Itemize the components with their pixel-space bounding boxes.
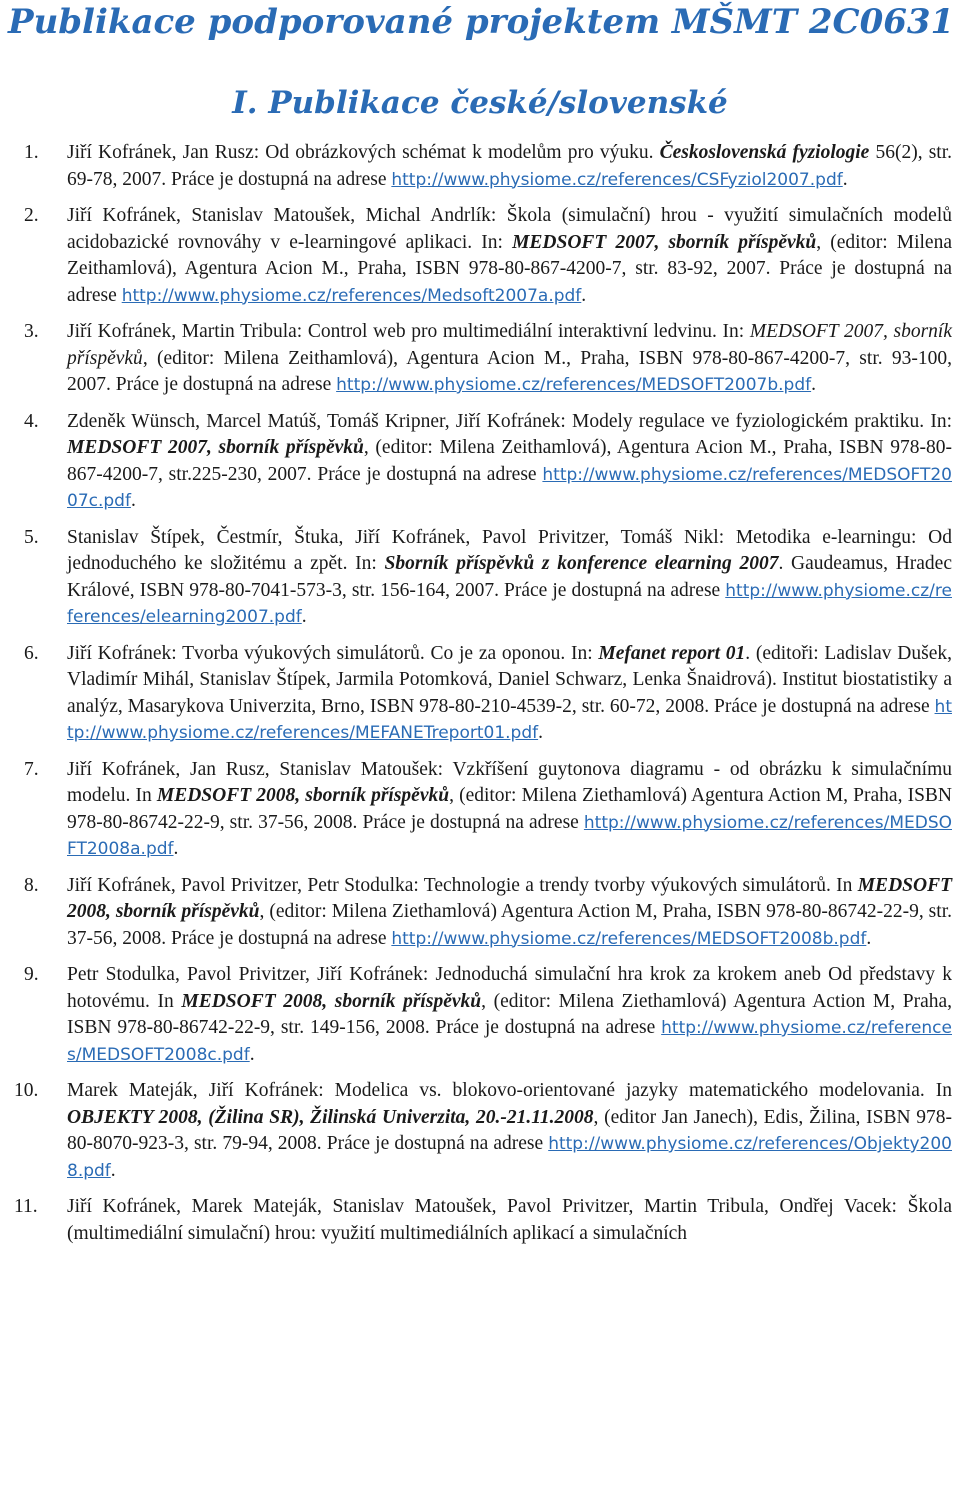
trailing-punctuation: . [866,927,872,949]
citation-text: Jiří Kofránek, Jan Rusz: Od obrázkových schémat k modelům pro výuku. [67,142,660,163]
publication-venue: MEDSOFT 2008, sborník příspěvků [67,874,952,922]
publication-venue: OBJEKTY 2008, (Žilina SR), Žilinská Univerzita, 20.-21.11.2008 [67,1106,594,1128]
citation-details: , (editor: Milena Ziethamlová) Agentura Action M, Praha, ISBN 978-80-86742-22-9, str. 149-156, 2008. Práce je dostupná na adrese [67,990,953,1038]
reference-link[interactable]: http://www.physiome.cz/references/MEDSOFT2007c.pdf [67,464,952,511]
trailing-punctuation: . [842,168,848,190]
publication-item [0,525,960,631]
citation-details: , (editor Jan Janech), Edis, Žilina, ISBN 978-80-8070-923-3, str. 79-94, 2008. Práce je dostupná na adrese [67,1106,952,1154]
publication-venue: MEDSOFT 2007, sborník příspěvků [67,437,364,458]
publication-item [0,1078,960,1184]
publication-venue: MEDSOFT 2008, sborník příspěvků [181,990,482,1012]
citation-text: Marek Mateják, Jiří Kofránek: Modelica vs. blokovo-orientované jazyky matematického modelovania. In [67,1080,952,1101]
publication-venue: Sborník příspěvků z konference elearning 2007 [384,553,779,574]
publication-item [0,757,960,863]
publication-item [0,409,960,515]
item-number: 5. [24,526,39,548]
trailing-punctuation: . [581,284,587,306]
publication-item [0,1194,960,1247]
publication-venue: MEDSOFT 2007, sborník příspěvků [67,321,952,369]
reference-link[interactable]: http://www.physiome.cz/references/MEDSOFT2008c.pdf [67,1018,952,1065]
reference-link[interactable]: http://www.physiome.cz/references/MEFANETreport01.pdf [67,696,952,743]
section-heading: I. Publikace české/slovenské [232,85,728,121]
citation-details: , (editor: Milena Zeithamlová), Agentura Acion M., Praha, ISBN 978-80-867-4200-7, str.225-230, 2007. Práce je dostupná na adrese [67,437,952,485]
item-number: 2. [24,205,39,226]
citation-details: 56(2), str. 69-78, 2007. Práce je dostupná na adrese [67,142,952,190]
trailing-punctuation: . [130,490,136,511]
publication-venue: Mefanet report 01 [598,642,746,664]
reference-link[interactable]: http://www.physiome.cz/references/CSFyziol2007.pdf [391,169,843,190]
reference-link[interactable]: http://www.physiome.cz/references/Medsoft2007a.pdf [121,285,582,306]
item-number: 1. [24,142,39,163]
citation-text: Jiří Kofránek: Tvorba výukových simulátorů. Co je za oponou. In: [67,642,599,664]
citation-details: . Gaudeamus, Hradec Králové, ISBN 978-80-7041-573-3, str. 156-164, 2007. Práce je dostupná na adrese [67,553,952,601]
item-number: 8. [24,874,39,896]
item-number: 9. [24,964,39,985]
citation-text: Jiří Kofránek, Martin Tribula: Control web pro multimediální interaktivní ledvinu. In: [67,321,750,342]
citation-details: , (editor: Milena Ziethamlová) Agentura Action M, Praha, ISBN 978-80-86742-22-9, str. 37-56, 2008. Práce je dostupná na adrese [67,901,952,949]
item-number: 10. [14,1080,39,1101]
citation-text: Jiří Kofránek, Stanislav Matoušek, Michal Andrlík: Škola (simulační) hrou - využití simulačních modelů acidobazické rovnováhy v e-learningové aplikaci. In: [67,205,952,253]
trailing-punctuation: . [173,838,179,859]
citation-text: Jiří Kofránek, Marek Mateják, Stanislav Matoušek, Pavol Privitzer, Martin Tribula, Ondřej Vacek: Škola (multimediální simulační) hrou: využití multimediálních aplikací a simulačních [67,1196,952,1244]
citation-text: Petr Stodulka, Pavol Privitzer, Jiří Kofránek: Jednoduchá simulační hra krok za krokem aneb Od představy k hotovému. In [67,964,952,1012]
citation-details: , (editor: Milena Zeithamlová), Agentura Acion M., Praha, ISBN 978-80-867-4200-7, str. 83-92, 2007. Práce je dostupná na adrese [67,231,952,306]
citation-details: . (editoři: Ladislav Dušek, Vladimír Mihál, Stanislav Štípek, Jarmila Potomková, Daniel Schwarz, Lenka Šnaidrová). Institut biostatistiky a analýz, Masarykova Univerzita, Brno, ISBN 978-80-210-4539-2, str. 60-72, 2008. Práce je dostupná na adrese [67,642,952,717]
item-number: 4. [24,410,39,432]
reference-link[interactable]: http://www.physiome.cz/references/elearning2007.pdf [67,580,952,627]
citation-details: , (editor: Milena Zeithamlová), Agentura Acion M., Praha, ISBN 978-80-867-4200-7, str. 93-100, 2007. Práce je dostupná na adrese [67,347,952,395]
citation-details: , (editor: Milena Ziethamlová) Agentura Action M, Praha, ISBN 978-80-86742-22-9, str. 37-56, 2008. Práce je dostupná na adrese [67,785,953,833]
reference-link[interactable]: http://www.physiome.cz/references/MEDSOFT2008b.pdf [391,928,867,949]
citation-text: Stanislav Štípek, Čestmír, Štuka, Jiří Kofránek, Pavol Privitzer, Tomáš Nikl: Metodika e-learningu: Od jednoduchého ke složitému a zpět. In: [67,526,952,574]
trailing-punctuation: . [249,1043,255,1065]
publication-item [0,140,960,193]
reference-link[interactable]: http://www.physiome.cz/references/Objekty2008.pdf [67,1134,952,1181]
publication-item [0,873,960,953]
trailing-punctuation: . [538,722,543,743]
publication-venue: MEDSOFT 2008, sborník příspěvků [156,785,450,806]
item-number: 6. [24,642,39,664]
publication-item [0,641,960,747]
citation-text: Jiří Kofránek, Pavol Privitzer, Petr Stodulka: Technologie a trendy tvorby výukových simulátorů. In [67,874,858,896]
publication-venue: MEDSOFT 2007, sborník příspěvků [512,231,817,253]
citation-text: Jiří Kofránek, Jan Rusz, Stanislav Matoušek: Vzkříšení guytonova diagramu - od obrázku k simulačnímu modelu. In [67,758,952,806]
publication-item [0,319,960,399]
publication-list [0,140,960,1257]
trailing-punctuation: . [110,1159,116,1181]
publication-venue: Československá fyziologie [659,142,870,163]
trailing-punctuation: . [811,374,816,395]
publication-item [0,203,960,309]
item-number: 3. [24,321,39,342]
item-number: 11. [14,1196,38,1217]
citation-text: Zdeněk Wünsch, Marcel Matúš, Tomáš Kripner, Jiří Kofránek: Modely regulace ve fyziologickém praktiku. In: [67,410,952,432]
publication-item [0,962,960,1068]
reference-link[interactable]: http://www.physiome.cz/references/MEDSOFT2007b.pdf [336,375,812,395]
item-number: 7. [24,758,39,780]
trailing-punctuation: . [301,606,307,627]
reference-link[interactable]: http://www.physiome.cz/references/MEDSOFT2008a.pdf [67,812,952,859]
page-title: Publikace podporované projektem MŠMT 2C0631 [8,2,955,42]
